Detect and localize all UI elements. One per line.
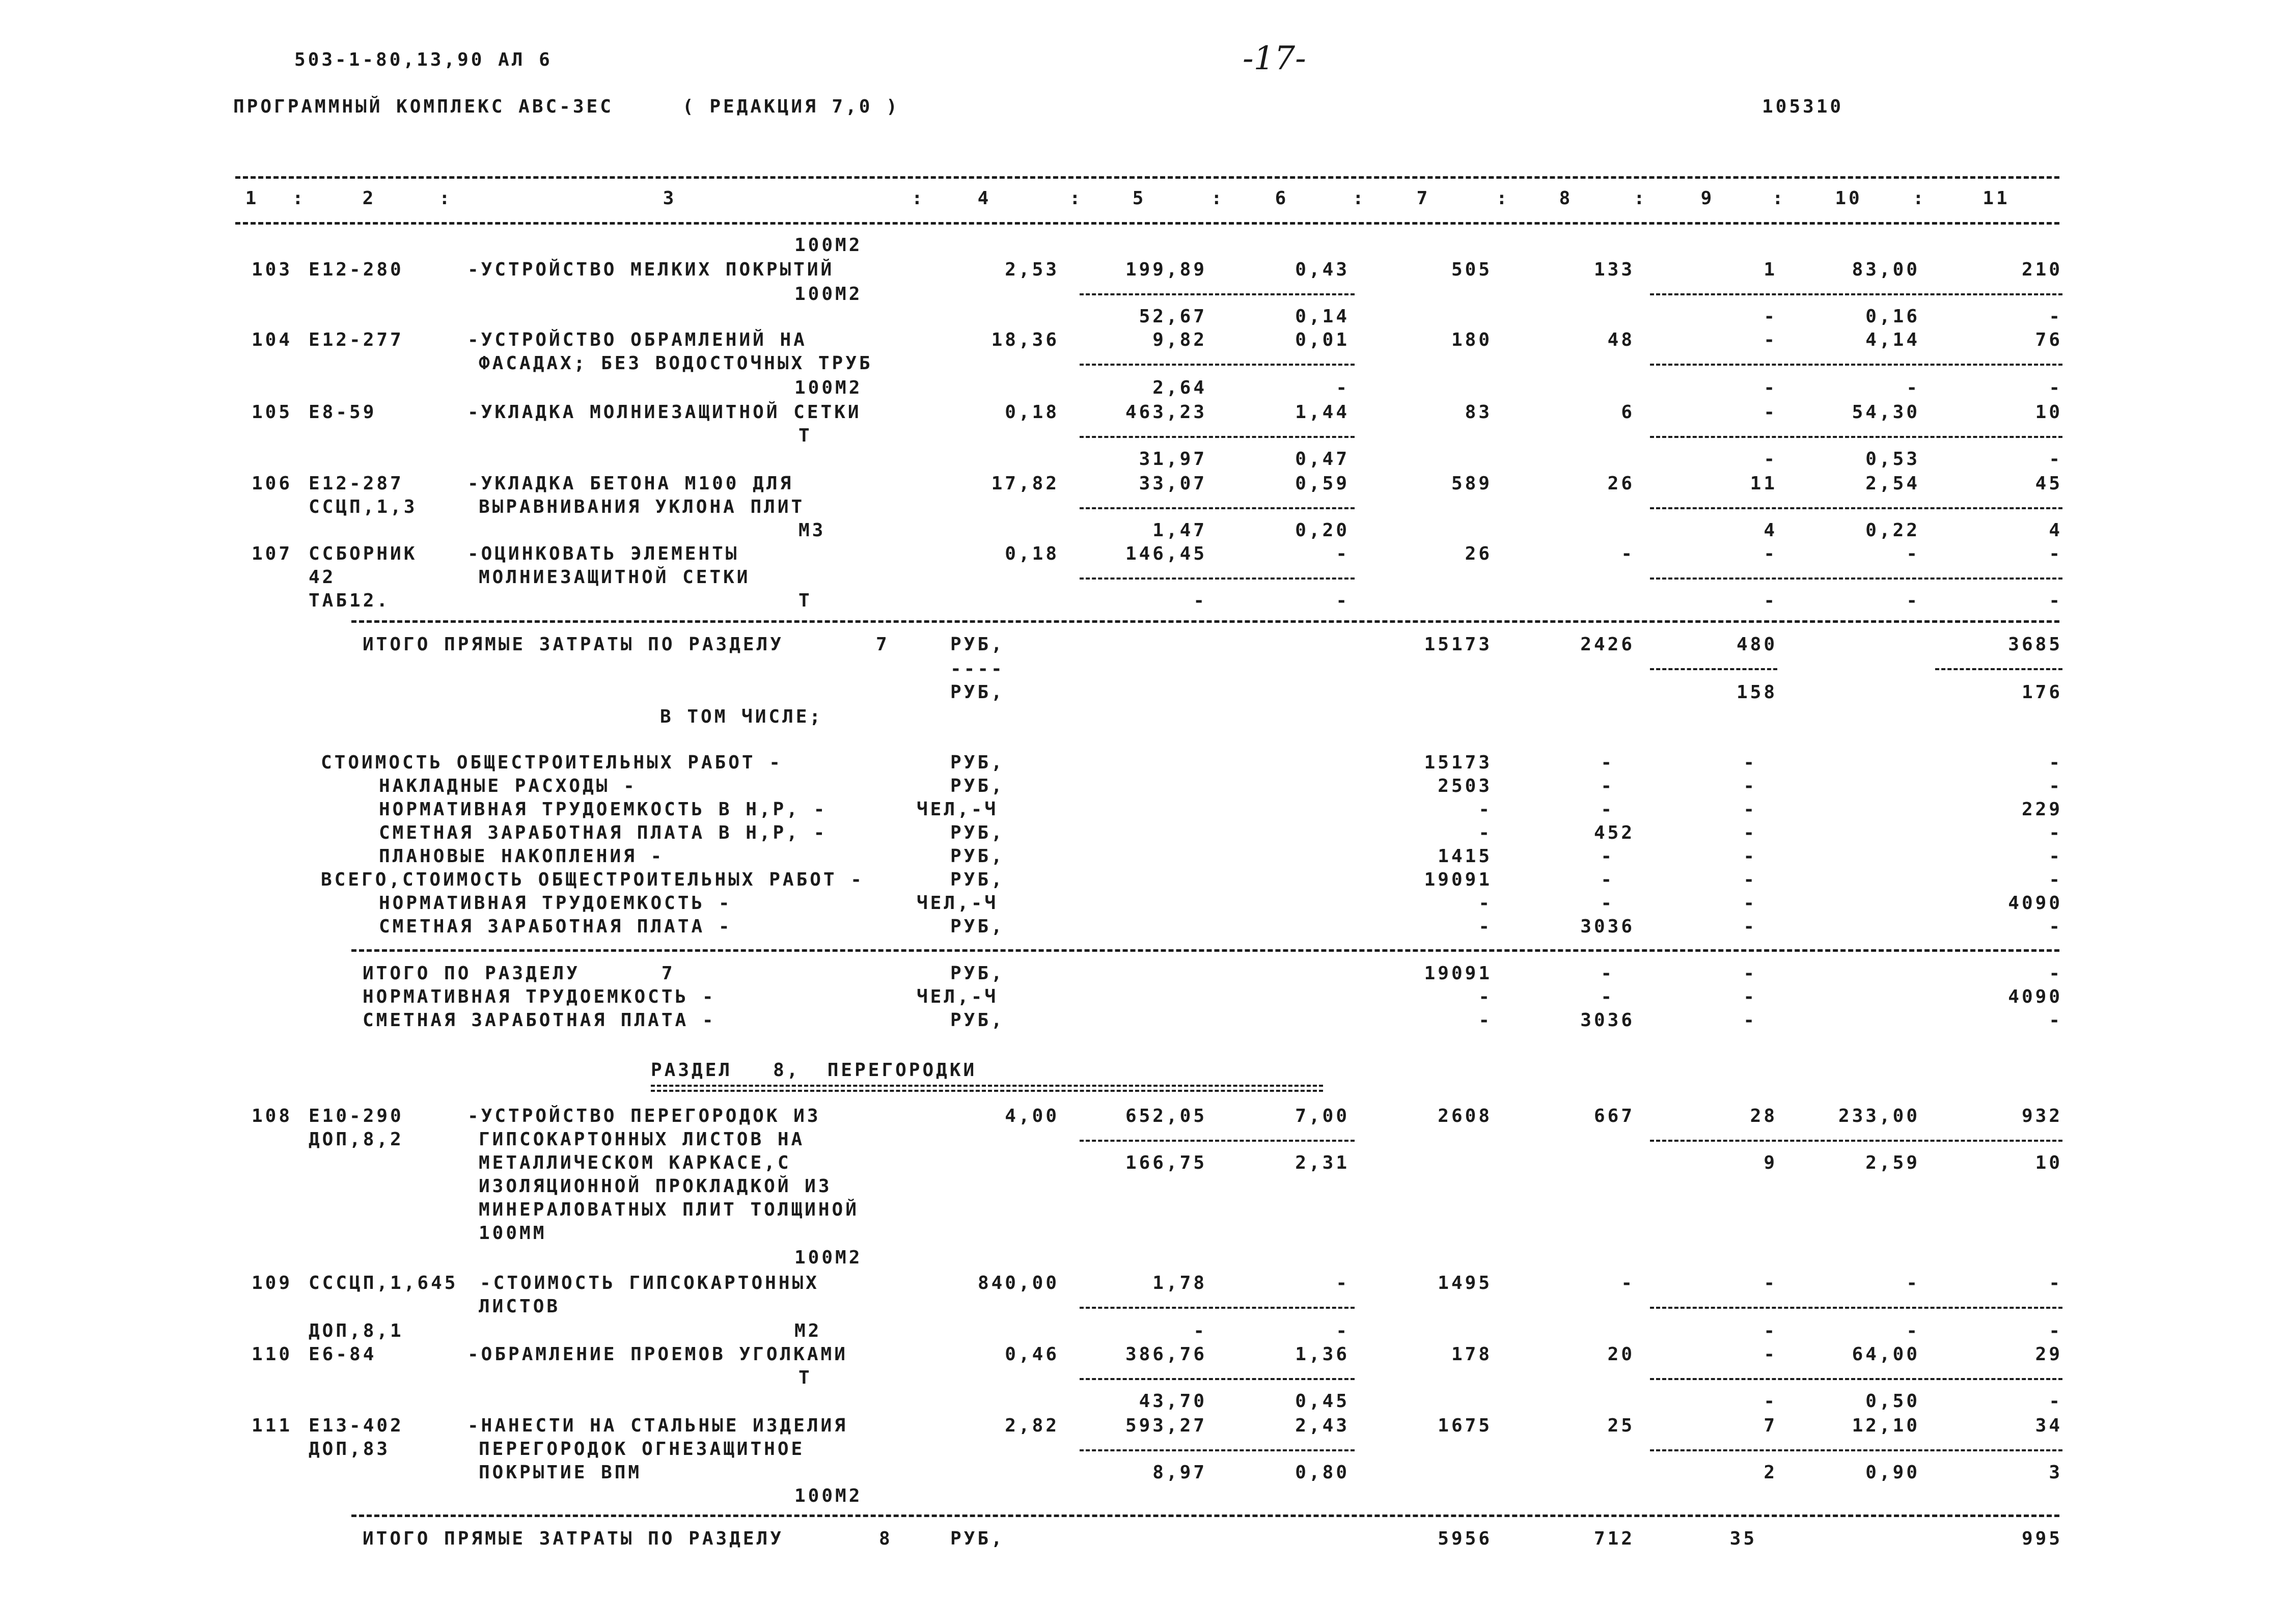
cell: 480 <box>1736 634 1777 655</box>
norm-code: Е12-287 <box>309 473 404 494</box>
section-title: РАЗДЕЛ 8, ПЕРЕГОРОДКИ <box>651 1060 977 1081</box>
cell: 0,90 <box>1865 1462 1920 1483</box>
cell: 9,82 <box>1152 329 1207 350</box>
cell: - <box>2049 1320 2062 1341</box>
summary-unit: ЧЕЛ,-Ч <box>917 986 999 1007</box>
row-number: 107 <box>252 543 293 564</box>
cell: - <box>1764 1391 1777 1412</box>
total-unit: РУБ, <box>950 634 1005 655</box>
cell: - <box>1764 1344 1777 1365</box>
cell: 210 <box>2021 259 2062 280</box>
summary-unit: ЧЕЛ,-Ч <box>917 799 999 820</box>
cell: 29 <box>2035 1344 2062 1365</box>
work-name: ПЕРЕГОРОДОК ОГНЕЗАЩИТНОЕ <box>479 1439 805 1460</box>
cell: - <box>1193 1320 1207 1341</box>
cell: - <box>1906 590 1920 611</box>
summary-label: ПЛАНОВЫЕ НАКОПЛЕНИЯ - <box>379 846 665 867</box>
cell: 0,43 <box>1295 259 1350 280</box>
cell: - <box>1336 1320 1350 1341</box>
cell: 0,47 <box>1295 449 1350 470</box>
norm-code: СССЦП,1,645 <box>309 1273 458 1293</box>
unit: Т <box>799 1367 812 1388</box>
cell: - <box>2049 449 2062 470</box>
cell: 133 <box>1593 259 1635 280</box>
cell: 3 <box>2049 1462 2062 1483</box>
cell: 20 <box>1607 1344 1635 1365</box>
summary-label: НАКЛАДНЫЕ РАСХОДЫ - <box>379 776 637 796</box>
row-number: 111 <box>252 1415 293 1436</box>
col-header: 8 <box>1559 188 1573 209</box>
cell: - <box>1743 916 1757 937</box>
total-unit: РУБ, <box>950 682 1005 703</box>
norm-code: Е6-84 <box>309 1344 377 1365</box>
cell: - <box>2049 963 2062 984</box>
total-unit: РУБ, <box>950 1528 1005 1549</box>
cell: 4090 <box>2008 893 2062 914</box>
header-bottom-rule <box>235 222 2059 225</box>
cell: - <box>1601 799 1614 820</box>
summary-label: НОРМАТИВНАЯ ТРУДОЕМКОСТЬ - <box>363 986 716 1007</box>
cell: 0,50 <box>1865 1391 1920 1412</box>
quantity: 0,18 <box>1005 543 1059 564</box>
total-section-number: 7 <box>876 634 890 655</box>
quantity: 0,18 <box>1005 402 1059 423</box>
cell: 5956 <box>1438 1528 1492 1549</box>
norm-code: Е12-280 <box>309 259 404 280</box>
work-name: -УКЛАДКА БЕТОНА М100 ДЛЯ <box>467 473 794 494</box>
cell: - <box>1478 986 1492 1007</box>
cell: - <box>2049 916 2062 937</box>
cell: - <box>1743 752 1757 773</box>
total-unit-dashes: ---- <box>950 658 1005 679</box>
row-number: 106 <box>252 473 293 494</box>
cell: 15173 <box>1424 634 1492 655</box>
cell: 15173 <box>1424 752 1492 773</box>
cell: - <box>2049 846 2062 867</box>
summary-label: НОРМАТИВНАЯ ТРУДОЕМКОСТЬ В Н,Р, - <box>379 799 828 820</box>
row-number: 108 <box>252 1106 293 1126</box>
cell: 43,70 <box>1139 1391 1207 1412</box>
cell: - <box>1743 986 1757 1007</box>
cell: - <box>1764 543 1777 564</box>
cell: 12,10 <box>1852 1415 1920 1436</box>
work-name: ГИПСОКАРТОННЫХ ЛИСТОВ НА <box>479 1129 805 1150</box>
cell: 2,59 <box>1865 1152 1920 1173</box>
quantity: 18,36 <box>991 329 1059 350</box>
cell: - <box>1601 963 1614 984</box>
cell: - <box>1743 1010 1757 1031</box>
quantity: 17,82 <box>991 473 1059 494</box>
cell: 667 <box>1593 1106 1635 1126</box>
quantity: 4,00 <box>1005 1106 1059 1126</box>
cell: 45 <box>2035 473 2062 494</box>
cell: 48 <box>1607 329 1635 350</box>
cell: 3036 <box>1580 1010 1635 1031</box>
work-name: ПОКРЫТИЕ ВПМ <box>479 1462 642 1483</box>
cell: - <box>1336 377 1350 398</box>
cell: 10 <box>2035 402 2062 423</box>
cell: - <box>1743 846 1757 867</box>
cell: 35 <box>1729 1528 1757 1549</box>
work-name: МОЛНИЕЗАЩИТНОЙ СЕТКИ <box>479 567 751 588</box>
cell: 4 <box>2049 520 2062 541</box>
work-name: МИНЕРАЛОВАТНЫХ ПЛИТ ТОЛЩИНОЙ <box>479 1199 859 1220</box>
cell: 2 <box>1764 1462 1777 1483</box>
page-number: -17- <box>1243 40 1306 77</box>
cell: - <box>2049 869 2062 890</box>
cell: - <box>1764 329 1777 350</box>
cell: 146,45 <box>1125 543 1207 564</box>
norm-code: ТАБ12. <box>309 590 391 611</box>
cell: 2,43 <box>1295 1415 1350 1436</box>
cell: 54,30 <box>1852 402 1920 423</box>
cell: - <box>1743 799 1757 820</box>
cell: - <box>1601 846 1614 867</box>
cell: - <box>1764 590 1777 611</box>
cell: 3685 <box>2008 634 2062 655</box>
norm-code: Е13-402 <box>309 1415 404 1436</box>
cell: - <box>1743 963 1757 984</box>
cell: - <box>1764 449 1777 470</box>
cell: 2,64 <box>1152 377 1207 398</box>
cell: - <box>1764 402 1777 423</box>
cell: 19091 <box>1424 869 1492 890</box>
cell: 9 <box>1764 1152 1777 1173</box>
cell: - <box>1601 776 1614 796</box>
cell: 2608 <box>1438 1106 1492 1126</box>
cell: - <box>1906 377 1920 398</box>
cell: 712 <box>1593 1528 1635 1549</box>
cell: - <box>1764 306 1777 327</box>
cell: - <box>1621 1273 1635 1293</box>
cell: 1 <box>1764 259 1777 280</box>
summary-unit: РУБ, <box>950 963 1005 984</box>
work-name: -УКЛАДКА МОЛНИЕЗАЩИТНОЙ СЕТКИ <box>467 402 862 423</box>
summary-label: СТОИМОСТЬ ОБЩЕСТРОИТЕЛЬНЫХ РАБОТ - <box>321 752 783 773</box>
cell: 0,80 <box>1295 1462 1350 1483</box>
unit: Т <box>799 425 812 446</box>
section-title-underline <box>651 1085 1323 1087</box>
summary-label: СМЕТНАЯ ЗАРАБОТНАЯ ПЛАТА - <box>379 916 732 937</box>
col-header: 1 <box>245 188 259 209</box>
cell: 463,23 <box>1125 402 1207 423</box>
col-header: 5 <box>1132 188 1146 209</box>
work-name: -СТОИМОСТЬ ГИПСОКАРТОННЫХ <box>480 1273 819 1293</box>
section-rule <box>351 949 2059 952</box>
norm-code: 42 <box>309 567 336 588</box>
program-edition: ( РЕДАКЦИЯ 7,0 ) <box>682 96 900 117</box>
cell: - <box>1906 1273 1920 1293</box>
col-header: 11 <box>1983 188 2010 209</box>
norm-code: Е10-290 <box>309 1106 404 1126</box>
cell: 0,45 <box>1295 1391 1350 1412</box>
work-name: ЛИСТОВ <box>479 1296 561 1317</box>
cell: 7 <box>1764 1415 1777 1436</box>
cell: - <box>1743 776 1757 796</box>
col-header: 6 <box>1275 188 1289 209</box>
cell: - <box>1764 1320 1777 1341</box>
unit: 100М2 <box>794 1247 863 1268</box>
cell: - <box>2049 543 2062 564</box>
norm-code: Е12-277 <box>309 329 404 350</box>
cell: 199,89 <box>1125 259 1207 280</box>
col-header: 10 <box>1835 188 1862 209</box>
cell: - <box>1478 1010 1492 1031</box>
cell: 4,14 <box>1865 329 1920 350</box>
col-header: 9 <box>1700 188 1715 209</box>
cell: 4090 <box>2008 986 2062 1007</box>
cell: - <box>2049 822 2062 843</box>
work-name: ИЗОЛЯЦИОННОЙ ПРОКЛАДКОЙ ИЗ <box>479 1176 832 1197</box>
cell: 31,97 <box>1139 449 1207 470</box>
cell: 1,78 <box>1152 1273 1207 1293</box>
unit: 100М2 <box>794 284 863 305</box>
norm-code: ДОП,8,1 <box>309 1320 404 1341</box>
summary-unit: РУБ, <box>950 916 1005 937</box>
cell: - <box>1621 543 1635 564</box>
total-section-number: 8 <box>879 1528 893 1549</box>
cell: 505 <box>1451 259 1492 280</box>
unit: 100М2 <box>794 1485 863 1506</box>
cell: 7,00 <box>1295 1106 1350 1126</box>
cell: 25 <box>1607 1415 1635 1436</box>
summary-label: ИТОГО ПО РАЗДЕЛУ 7 <box>363 963 675 984</box>
cell: 6 <box>1621 402 1635 423</box>
cell: 158 <box>1736 682 1777 703</box>
work-name: -НАНЕСТИ НА СТАЛЬНЫЕ ИЗДЕЛИЯ <box>467 1415 848 1436</box>
cell: - <box>2049 776 2062 796</box>
summary-label: НОРМАТИВНАЯ ТРУДОЕМКОСТЬ - <box>379 893 732 914</box>
cell: 0,20 <box>1295 520 1350 541</box>
quantity: 2,53 <box>1005 259 1059 280</box>
cell: 452 <box>1593 822 1635 843</box>
cell: 4 <box>1764 520 1777 541</box>
cell: - <box>1743 893 1757 914</box>
cell: - <box>2049 377 2062 398</box>
col-header: 2 <box>362 188 376 209</box>
unit: 100М2 <box>794 377 863 398</box>
cell: 0,16 <box>1865 306 1920 327</box>
cell: - <box>1336 543 1350 564</box>
cell: - <box>1478 799 1492 820</box>
cell: - <box>1601 986 1614 1007</box>
cell: 1,36 <box>1295 1344 1350 1365</box>
cell: 76 <box>2035 329 2062 350</box>
cell: - <box>1601 752 1614 773</box>
work-name: -УСТРОЙСТВО ПЕРЕГОРОДОК ИЗ <box>467 1106 821 1126</box>
cell: 2,31 <box>1295 1152 1350 1173</box>
cell: 1495 <box>1438 1273 1492 1293</box>
cell: - <box>1743 869 1757 890</box>
cell: 28 <box>1750 1106 1777 1126</box>
cell: 19091 <box>1424 963 1492 984</box>
cell: 932 <box>2021 1106 2062 1126</box>
summary-label: СМЕТНАЯ ЗАРАБОТНАЯ ПЛАТА В Н,Р, - <box>379 822 828 843</box>
work-name: ФАСАДАХ; БЕЗ ВОДОСТОЧНЫХ ТРУБ <box>479 353 873 374</box>
cell: 26 <box>1465 543 1492 564</box>
summary-unit: РУБ, <box>950 1010 1005 1031</box>
work-name: -УСТРОЙСТВО ОБРАМЛЕНИЙ НА <box>467 329 807 350</box>
norm-code: ССЦП,1,3 <box>309 497 418 517</box>
total-label: ИТОГО ПРЯМЫЕ ЗАТРАТЫ ПО РАЗДЕЛУ <box>363 634 784 655</box>
summary-label: СМЕТНАЯ ЗАРАБОТНАЯ ПЛАТА - <box>363 1010 716 1031</box>
unit: М3 <box>799 520 826 541</box>
cell: 52,67 <box>1139 306 1207 327</box>
norm-code: Е8-59 <box>309 402 377 423</box>
cell: 11 <box>1750 473 1777 494</box>
cell: 3036 <box>1580 916 1635 937</box>
cell: 83 <box>1465 402 1492 423</box>
cell: 1,47 <box>1152 520 1207 541</box>
work-name: 100ММ <box>479 1223 547 1244</box>
cell: 166,75 <box>1125 1152 1207 1173</box>
cell: 233,00 <box>1838 1106 1920 1126</box>
unit: 100М2 <box>794 235 863 256</box>
cell: 34 <box>2035 1415 2062 1436</box>
cell: - <box>1193 590 1207 611</box>
unit: Т <box>799 590 812 611</box>
row-number: 110 <box>252 1344 293 1365</box>
cell: 0,14 <box>1295 306 1350 327</box>
cell: 2503 <box>1438 776 1492 796</box>
section-rule <box>351 620 2059 623</box>
summary-unit: РУБ, <box>950 846 1005 867</box>
cell: 64,00 <box>1852 1344 1920 1365</box>
table-top-rule <box>235 176 2059 179</box>
cell: 176 <box>2021 682 2062 703</box>
unit: М2 <box>794 1320 822 1341</box>
work-name: ВЫРАВНИВАНИЯ УКЛОНА ПЛИТ <box>479 497 805 517</box>
row-number: 104 <box>252 329 293 350</box>
cell: 593,27 <box>1125 1415 1207 1436</box>
cell: 0,01 <box>1295 329 1350 350</box>
cell: 386,76 <box>1125 1344 1207 1365</box>
cell: - <box>2049 306 2062 327</box>
row-number: 105 <box>252 402 293 423</box>
cell: 180 <box>1451 329 1492 350</box>
work-name: -УСТРОЙСТВО МЕЛКИХ ПОКРЫТИЙ <box>467 259 835 280</box>
quantity: 840,00 <box>977 1273 1059 1293</box>
cell: - <box>1336 590 1350 611</box>
cell: - <box>1478 893 1492 914</box>
work-name: -ОЦИНКОВАТЬ ЭЛЕМЕНТЫ <box>467 543 739 564</box>
summary-unit: РУБ, <box>950 822 1005 843</box>
cell: 178 <box>1451 1344 1492 1365</box>
cell: 8,97 <box>1152 1462 1207 1483</box>
norm-code: ССБОРНИК <box>309 543 418 564</box>
cell: - <box>2049 752 2062 773</box>
cell: - <box>2049 1010 2062 1031</box>
cell: 2,54 <box>1865 473 1920 494</box>
norm-code: ДОП,8,2 <box>309 1129 404 1150</box>
cell: 1415 <box>1438 846 1492 867</box>
cell: 229 <box>2021 799 2062 820</box>
cell: - <box>2049 1273 2062 1293</box>
cell: - <box>1906 1320 1920 1341</box>
cell: - <box>1478 822 1492 843</box>
summary-unit: РУБ, <box>950 752 1005 773</box>
quantity: 0,46 <box>1005 1344 1059 1365</box>
cell: - <box>2049 1391 2062 1412</box>
total-label: ИТОГО ПРЯМЫЕ ЗАТРАТЫ ПО РАЗДЕЛУ <box>363 1528 784 1549</box>
cell: - <box>1764 377 1777 398</box>
cell: - <box>1764 1273 1777 1293</box>
cell: 0,59 <box>1295 473 1350 494</box>
work-name: МЕТАЛЛИЧЕСКОМ КАРКАСЕ,С <box>479 1152 791 1173</box>
cell: 26 <box>1607 473 1635 494</box>
row-number: 109 <box>252 1273 293 1293</box>
cell: - <box>1906 543 1920 564</box>
cell: - <box>1478 916 1492 937</box>
order-number: 105310 <box>1762 96 1844 117</box>
cell: - <box>1601 869 1614 890</box>
summary-unit: РУБ, <box>950 776 1005 796</box>
summary-label: ВСЕГО,СТОИМОСТЬ ОБЩЕСТРОИТЕЛЬНЫХ РАБОТ - <box>321 869 864 890</box>
col-header: 4 <box>977 188 992 209</box>
cell: 995 <box>2021 1528 2062 1549</box>
cell: 652,05 <box>1125 1106 1207 1126</box>
cell: 589 <box>1451 473 1492 494</box>
cell: 2426 <box>1580 634 1635 655</box>
quantity: 2,82 <box>1005 1415 1059 1436</box>
cell: - <box>1601 893 1614 914</box>
summary-unit: ЧЕЛ,-Ч <box>917 893 999 914</box>
norm-code: ДОП,83 <box>309 1439 391 1460</box>
cell: - <box>1743 822 1757 843</box>
row-number: 103 <box>252 259 293 280</box>
cell: 0,53 <box>1865 449 1920 470</box>
cell: 0,22 <box>1865 520 1920 541</box>
cell: - <box>2049 590 2062 611</box>
summary-unit: РУБ, <box>950 869 1005 890</box>
cell: 1675 <box>1438 1415 1492 1436</box>
program-name: ПРОГРАММНЫЙ КОМПЛЕКС АВС-3ЕС <box>233 96 614 117</box>
work-name: -ОБРАМЛЕНИЕ ПРОЕМОВ УГОЛКАМИ <box>467 1344 848 1365</box>
cell: 10 <box>2035 1152 2062 1173</box>
cell: 1,44 <box>1295 402 1350 423</box>
cell: 83,00 <box>1852 259 1920 280</box>
doc-code: 503-1-80,13,90 АЛ 6 <box>294 49 553 70</box>
section-rule <box>351 1515 2059 1517</box>
col-header: 7 <box>1416 188 1430 209</box>
including-label: В ТОМ ЧИСЛЕ; <box>660 706 823 727</box>
col-header: 3 <box>663 188 677 209</box>
cell: 33,07 <box>1139 473 1207 494</box>
cell: - <box>1336 1273 1350 1293</box>
